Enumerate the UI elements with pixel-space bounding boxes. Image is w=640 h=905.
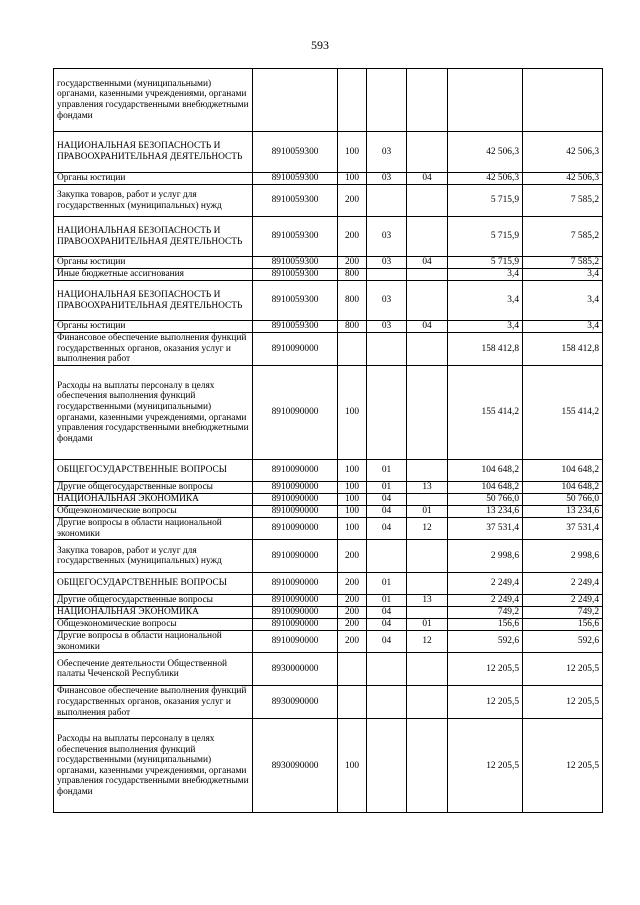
cell-section: 04 <box>367 506 407 518</box>
cell-section: 01 <box>367 460 407 482</box>
cell-target-article: 8930000000 <box>253 653 338 686</box>
cell-target-article: 8910090000 <box>253 595 338 607</box>
cell-target-article: 8910090000 <box>253 482 338 494</box>
cell-subsection: 04 <box>407 321 448 333</box>
cell-subsection <box>407 185 448 217</box>
cell-name: НАЦИОНАЛЬНАЯ БЕЗОПАСНОСТЬ И ПРАВООХРАНИТЕЛЬНАЯ ДЕЯТЕЛЬНОСТЬ <box>54 217 253 257</box>
cell-name: Закупка товаров, работ и услуг для государственных (муниципальных) нужд <box>54 540 253 573</box>
cell-sum-year-1: 5 715,9 <box>448 217 523 257</box>
table-row <box>54 573 603 595</box>
cell-expense-type: 200 <box>338 619 367 631</box>
cell-section <box>367 686 407 719</box>
cell-section: 03 <box>367 257 407 269</box>
cell-section: 03 <box>367 217 407 257</box>
cell-sum-year-2: 592,6 <box>523 631 603 653</box>
table-row <box>54 269 603 281</box>
table-row <box>54 719 603 813</box>
cell-expense-type: 800 <box>338 269 367 281</box>
cell-target-article: 8910059300 <box>253 269 338 281</box>
cell-name: Другие вопросы в области национальной экономики <box>54 631 253 653</box>
cell-sum-year-2: 3,4 <box>523 269 603 281</box>
cell-expense-type: 200 <box>338 573 367 595</box>
cell-name: ОБЩЕГОСУДАРСТВЕННЫЕ ВОПРОСЫ <box>54 573 253 595</box>
cell-subsection <box>407 686 448 719</box>
cell-expense-type <box>338 333 367 366</box>
cell-expense-type: 100 <box>338 506 367 518</box>
cell-subsection <box>407 540 448 573</box>
cell-sum-year-1: 3,4 <box>448 269 523 281</box>
cell-target-article: 8910059300 <box>253 173 338 185</box>
cell-sum-year-1: 749,2 <box>448 607 523 619</box>
cell-target-article: 8910090000 <box>253 494 338 506</box>
cell-subsection: 01 <box>407 619 448 631</box>
cell-sum-year-2: 2 249,4 <box>523 573 603 595</box>
cell-sum-year-1 <box>448 69 523 132</box>
table-row <box>54 321 603 333</box>
cell-target-article: 8930090000 <box>253 686 338 719</box>
cell-subsection <box>407 607 448 619</box>
cell-section: 04 <box>367 631 407 653</box>
cell-expense-type: 800 <box>338 321 367 333</box>
table-row <box>54 619 603 631</box>
cell-target-article: 8910059300 <box>253 132 338 173</box>
cell-name: Общеэкономические вопросы <box>54 619 253 631</box>
cell-target-article: 8910090000 <box>253 540 338 573</box>
cell-section: 01 <box>367 595 407 607</box>
cell-sum-year-1: 592,6 <box>448 631 523 653</box>
cell-target-article <box>253 69 338 132</box>
cell-subsection <box>407 366 448 460</box>
cell-sum-year-2: 3,4 <box>523 281 603 321</box>
cell-name: Общеэкономические вопросы <box>54 506 253 518</box>
cell-section: 04 <box>367 607 407 619</box>
cell-target-article: 8910059300 <box>253 281 338 321</box>
table-row <box>54 686 603 719</box>
table-row <box>54 257 603 269</box>
cell-name: НАЦИОНАЛЬНАЯ ЭКОНОМИКА <box>54 494 253 506</box>
cell-section <box>367 185 407 217</box>
cell-expense-type: 100 <box>338 173 367 185</box>
cell-name: НАЦИОНАЛЬНАЯ ЭКОНОМИКА <box>54 607 253 619</box>
cell-name: Расходы на выплаты персоналу в целях обеспечения выполнения функций государственными (муниципальными) органами, казенными учреждениями, органами управления государственными внебюджетными фондами <box>54 366 253 460</box>
table-row <box>54 595 603 607</box>
cell-sum-year-1: 5 715,9 <box>448 185 523 217</box>
cell-sum-year-2: 7 585,2 <box>523 185 603 217</box>
cell-expense-type: 200 <box>338 595 367 607</box>
cell-sum-year-1: 13 234,6 <box>448 506 523 518</box>
table-row <box>54 366 603 460</box>
cell-section: 03 <box>367 321 407 333</box>
cell-subsection: 13 <box>407 482 448 494</box>
cell-name: НАЦИОНАЛЬНАЯ БЕЗОПАСНОСТЬ И ПРАВООХРАНИТЕЛЬНАЯ ДЕЯТЕЛЬНОСТЬ <box>54 281 253 321</box>
cell-sum-year-2: 12 205,5 <box>523 653 603 686</box>
cell-sum-year-1: 104 648,2 <box>448 460 523 482</box>
cell-sum-year-1: 5 715,9 <box>448 257 523 269</box>
cell-name: Органы юстиции <box>54 257 253 269</box>
cell-section: 04 <box>367 494 407 506</box>
cell-target-article: 8910059300 <box>253 321 338 333</box>
table-body <box>54 69 603 813</box>
cell-target-article: 8910090000 <box>253 607 338 619</box>
cell-name: Закупка товаров, работ и услуг для государственных (муниципальных) нужд <box>54 185 253 217</box>
cell-target-article: 8910090000 <box>253 518 338 540</box>
cell-expense-type <box>338 686 367 719</box>
cell-subsection: 12 <box>407 631 448 653</box>
cell-expense-type: 100 <box>338 366 367 460</box>
cell-subsection <box>407 69 448 132</box>
cell-subsection: 04 <box>407 173 448 185</box>
cell-name: Другие общегосударственные вопросы <box>54 482 253 494</box>
cell-expense-type: 200 <box>338 257 367 269</box>
cell-sum-year-1: 3,4 <box>448 281 523 321</box>
cell-subsection <box>407 494 448 506</box>
cell-sum-year-2: 50 766,0 <box>523 494 603 506</box>
table-row <box>54 607 603 619</box>
cell-name: Финансовое обеспечение выполнения функций государственных органов, оказания услуг и выполнения работ <box>54 333 253 366</box>
page-number: 593 <box>311 38 329 52</box>
cell-target-article: 8910090000 <box>253 506 338 518</box>
cell-expense-type: 200 <box>338 217 367 257</box>
cell-target-article: 8910059300 <box>253 217 338 257</box>
cell-sum-year-1: 158 412,8 <box>448 333 523 366</box>
cell-name: Расходы на выплаты персоналу в целях обеспечения выполнения функций государственными (муниципальными) органами, казенными учреждениями, органами управления государственными внебюджетными фондами <box>54 719 253 813</box>
cell-expense-type: 100 <box>338 132 367 173</box>
cell-subsection <box>407 719 448 813</box>
cell-expense-type: 100 <box>338 494 367 506</box>
cell-target-article: 8910059300 <box>253 185 338 217</box>
cell-section: 03 <box>367 281 407 321</box>
cell-target-article: 8910090000 <box>253 619 338 631</box>
cell-expense-type: 100 <box>338 460 367 482</box>
table-row <box>54 69 603 132</box>
cell-name: государственными (муниципальными) органами, казенными учреждениями, органами управления государственными внебюджетными фондами <box>54 69 253 132</box>
table-row <box>54 494 603 506</box>
cell-section <box>367 269 407 281</box>
cell-section <box>367 333 407 366</box>
cell-sum-year-2: 2 998,6 <box>523 540 603 573</box>
cell-expense-type: 100 <box>338 518 367 540</box>
table-row <box>54 482 603 494</box>
table-row <box>54 518 603 540</box>
cell-expense-type: 100 <box>338 719 367 813</box>
cell-subsection <box>407 132 448 173</box>
cell-expense-type: 200 <box>338 607 367 619</box>
budget-table <box>53 68 603 813</box>
cell-subsection: 04 <box>407 257 448 269</box>
cell-subsection <box>407 281 448 321</box>
cell-target-article: 8930090000 <box>253 719 338 813</box>
cell-sum-year-2: 12 205,5 <box>523 686 603 719</box>
cell-subsection: 13 <box>407 595 448 607</box>
cell-target-article: 8910090000 <box>253 573 338 595</box>
cell-name: Финансовое обеспечение выполнения функций государственных органов, оказания услуг и выполнения работ <box>54 686 253 719</box>
cell-sum-year-2: 7 585,2 <box>523 257 603 269</box>
cell-sum-year-2: 13 234,6 <box>523 506 603 518</box>
table-row <box>54 631 603 653</box>
cell-sum-year-1: 3,4 <box>448 321 523 333</box>
cell-expense-type: 200 <box>338 540 367 573</box>
cell-sum-year-2 <box>523 69 603 132</box>
cell-sum-year-2: 7 585,2 <box>523 217 603 257</box>
cell-name: ОБЩЕГОСУДАРСТВЕННЫЕ ВОПРОСЫ <box>54 460 253 482</box>
cell-subsection <box>407 217 448 257</box>
cell-sum-year-1: 155 414,2 <box>448 366 523 460</box>
cell-sum-year-1: 156,6 <box>448 619 523 631</box>
table-row <box>54 173 603 185</box>
cell-section: 03 <box>367 173 407 185</box>
cell-sum-year-2: 749,2 <box>523 607 603 619</box>
table-row <box>54 217 603 257</box>
cell-subsection <box>407 653 448 686</box>
cell-section <box>367 719 407 813</box>
cell-sum-year-1: 2 998,6 <box>448 540 523 573</box>
cell-section <box>367 69 407 132</box>
table-row <box>54 132 603 173</box>
cell-section <box>367 540 407 573</box>
cell-sum-year-1: 50 766,0 <box>448 494 523 506</box>
table-row <box>54 281 603 321</box>
cell-sum-year-1: 37 531,4 <box>448 518 523 540</box>
cell-target-article: 8910090000 <box>253 460 338 482</box>
cell-sum-year-1: 42 506,3 <box>448 173 523 185</box>
cell-expense-type: 800 <box>338 281 367 321</box>
cell-sum-year-2: 42 506,3 <box>523 132 603 173</box>
cell-sum-year-1: 12 205,5 <box>448 686 523 719</box>
cell-sum-year-1: 12 205,5 <box>448 719 523 813</box>
cell-expense-type: 200 <box>338 185 367 217</box>
cell-name: Другие общегосударственные вопросы <box>54 595 253 607</box>
cell-subsection <box>407 269 448 281</box>
cell-target-article: 8910090000 <box>253 631 338 653</box>
cell-section: 04 <box>367 619 407 631</box>
cell-expense-type <box>338 69 367 132</box>
table-row <box>54 653 603 686</box>
cell-section: 04 <box>367 518 407 540</box>
cell-subsection <box>407 460 448 482</box>
cell-section: 01 <box>367 482 407 494</box>
cell-subsection: 12 <box>407 518 448 540</box>
cell-section: 01 <box>367 573 407 595</box>
cell-section: 03 <box>367 132 407 173</box>
cell-section <box>367 366 407 460</box>
cell-sum-year-2: 3,4 <box>523 321 603 333</box>
cell-sum-year-2: 37 531,4 <box>523 518 603 540</box>
cell-sum-year-2: 156,6 <box>523 619 603 631</box>
cell-name: НАЦИОНАЛЬНАЯ БЕЗОПАСНОСТЬ И ПРАВООХРАНИТЕЛЬНАЯ ДЕЯТЕЛЬНОСТЬ <box>54 132 253 173</box>
cell-target-article: 8910090000 <box>253 333 338 366</box>
cell-sum-year-1: 12 205,5 <box>448 653 523 686</box>
table-row <box>54 333 603 366</box>
cell-expense-type: 100 <box>338 482 367 494</box>
cell-subsection <box>407 333 448 366</box>
cell-sum-year-2: 12 205,5 <box>523 719 603 813</box>
table-row <box>54 540 603 573</box>
cell-subsection <box>407 573 448 595</box>
cell-sum-year-2: 2 249,4 <box>523 595 603 607</box>
table-row <box>54 185 603 217</box>
cell-target-article: 8910059300 <box>253 257 338 269</box>
table-row <box>54 506 603 518</box>
cell-expense-type: 200 <box>338 631 367 653</box>
cell-sum-year-2: 155 414,2 <box>523 366 603 460</box>
cell-name: Иные бюджетные ассигнования <box>54 269 253 281</box>
cell-sum-year-2: 104 648,2 <box>523 482 603 494</box>
cell-sum-year-1: 2 249,4 <box>448 595 523 607</box>
cell-name: Другие вопросы в области национальной экономики <box>54 518 253 540</box>
cell-sum-year-2: 104 648,2 <box>523 460 603 482</box>
cell-section <box>367 653 407 686</box>
cell-sum-year-1: 104 648,2 <box>448 482 523 494</box>
cell-name: Обеспечение деятельности Общественной палаты Чеченской Республики <box>54 653 253 686</box>
cell-sum-year-1: 42 506,3 <box>448 132 523 173</box>
cell-target-article: 8910090000 <box>253 366 338 460</box>
cell-sum-year-1: 2 249,4 <box>448 573 523 595</box>
cell-sum-year-2: 158 412,8 <box>523 333 603 366</box>
cell-subsection: 01 <box>407 506 448 518</box>
cell-sum-year-2: 42 506,3 <box>523 173 603 185</box>
table-row <box>54 460 603 482</box>
cell-name: Органы юстиции <box>54 173 253 185</box>
cell-name: Органы юстиции <box>54 321 253 333</box>
cell-expense-type <box>338 653 367 686</box>
